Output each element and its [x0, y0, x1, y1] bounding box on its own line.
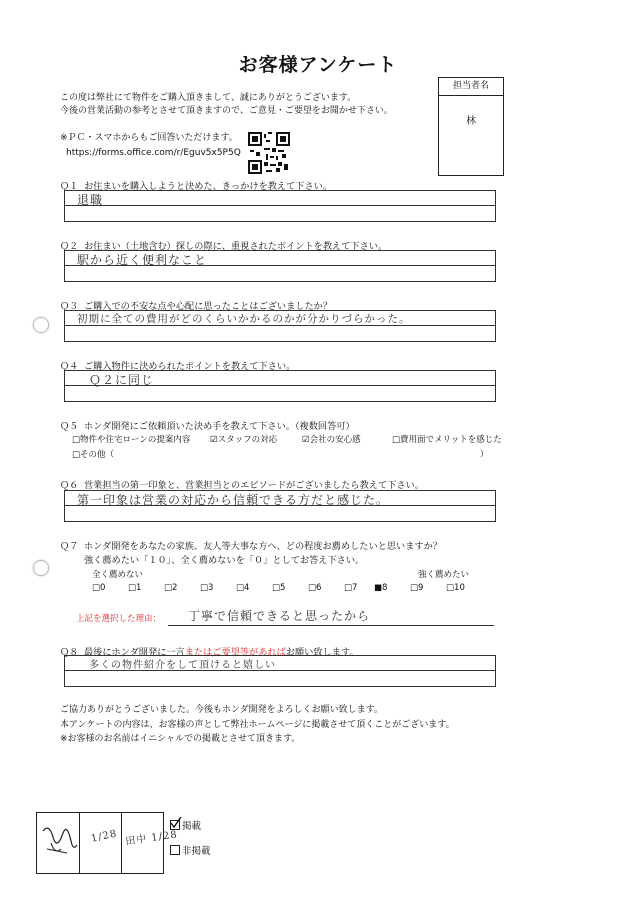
q7-label: [60, 538, 442, 552]
q7-reason-field[interactable]: [168, 609, 494, 626]
survey-url[interactable]: https://forms.office.com/r/Eguv5x5P5Q: [66, 148, 241, 158]
q5-option-proposal[interactable]: □物件や住宅ローンの提案内容: [72, 435, 191, 445]
q2-number: Ｑ２: [60, 241, 79, 252]
footer-line-1: ご協力ありがとうございました。今後もホンダ開発をよろしくお願い致します。: [60, 705, 383, 715]
q1-answer: 退職: [77, 193, 104, 207]
stamp-2-text: 1/28: [90, 828, 119, 845]
q7-scale-7[interactable]: □7: [344, 583, 358, 593]
q8-text-before: 最後にホンダ開発に一言: [84, 647, 185, 658]
stamp-cell-3: [121, 813, 179, 873]
q7-scale-8[interactable]: ■8: [374, 583, 388, 593]
q1-text: お住まいを購入しようと決めた、きっかけを教えて下さい。: [84, 181, 333, 192]
q3-text: ご購入での不安な点や心配に思ったことはございましたか？: [84, 301, 333, 312]
punch-hole-top: [33, 317, 49, 333]
q5-other-close: ）: [480, 450, 489, 460]
q4-answer: Ｑ２に同じ: [89, 373, 155, 387]
intro-line-2: 今後の営業活動の参考とさせて頂きますので、ご意見・ご要望をお聞かせ下さい。: [60, 106, 393, 116]
q3-answer-box[interactable]: [64, 310, 496, 342]
q7-reason-label: 上記を選択した理由：: [76, 614, 162, 624]
q7-number: Ｑ７: [60, 541, 79, 552]
publish-checked-label: 掲載: [182, 821, 202, 832]
q3-number: Ｑ３: [60, 301, 79, 312]
q8-answer: 多くの物件紹介をして頂けると嬉しい: [89, 660, 276, 671]
q8-text-after: お願い致します。: [285, 647, 359, 658]
q5-option-company[interactable]: ☑会社の安心感: [302, 435, 361, 445]
staff-name: 林: [466, 116, 476, 127]
q7-high-label: 強く薦めたい: [418, 570, 470, 580]
q2-text: お住まい（土地含む）探しの際に、重視されたポイントを教えて下さい。: [84, 241, 388, 252]
q2-answer-box[interactable]: [64, 250, 496, 282]
publish-unchecked-option[interactable]: [170, 843, 211, 857]
page-title: お客様アンケート: [238, 54, 398, 76]
intro-line-3: ※ＰＣ・スマホからもご回答いただけます。: [60, 133, 238, 143]
intro-line-1: この度は弊社にて物件をご購入頂きまして、誠にありがとうございます。: [60, 93, 357, 103]
q7-subtext: 強く薦めたい「１０」、全く薦めないを「０」としてお答え下さい。: [84, 555, 365, 566]
qr-code-icon[interactable]: [248, 132, 290, 174]
q4-number: Ｑ４: [60, 361, 79, 372]
stamp-cell-2: [79, 813, 122, 873]
q7-reason: 丁寧で信頼できると思ったから: [188, 609, 371, 623]
staff-box: [438, 77, 504, 176]
q2-answer: 駅から近く便利なこと: [77, 253, 208, 267]
q4-text: ご購入物件に決められたポイントを教えて下さい。: [84, 361, 296, 372]
footer-line-3: ※お客様のお名前はイニシャルでの掲載とさせて頂きます。: [60, 734, 301, 744]
publish-checked-option[interactable]: [170, 818, 201, 832]
q8-answer-box[interactable]: [64, 655, 496, 687]
q5-label: [60, 418, 355, 432]
q7-scale-1[interactable]: □1: [128, 583, 142, 593]
q5-option-staff[interactable]: ☑スタッフの対応: [210, 435, 278, 445]
q7-text: ホンダ開発をあなたの家族、友人等大事な方へ、どの程度お薦めしたいと思いますか？: [84, 541, 442, 552]
q6-label: [60, 477, 424, 491]
q6-answer: 第一印象は営業の対応から信頼できる方だと感じた。: [77, 493, 390, 507]
q7-low-label: 全く薦めない: [92, 570, 144, 580]
q5-number: Ｑ５: [60, 421, 79, 432]
checkbox-empty-icon: [170, 845, 180, 855]
stamp-3-text: 田中 1/28: [124, 829, 179, 848]
publish-unchecked-label: 非掲載: [182, 846, 211, 857]
staff-header: 担当者名: [439, 78, 503, 96]
q8-number: Ｑ８: [60, 647, 79, 658]
q7-scale-5[interactable]: □5: [272, 583, 286, 593]
punch-hole-bottom: [33, 560, 49, 576]
q7-scale-0[interactable]: □0: [92, 583, 106, 593]
q1-answer-box[interactable]: [64, 190, 496, 222]
q4-answer-box[interactable]: [64, 370, 496, 402]
q1-number: Ｑ１: [60, 181, 79, 192]
q6-answer-box[interactable]: [64, 490, 496, 522]
q6-text: 営業担当の第一印象と、営業担当とのエピソードがございましたら教えて下さい。: [84, 480, 424, 491]
approval-stamp-box: [36, 812, 179, 874]
q7-scale-4[interactable]: □4: [236, 583, 250, 593]
q7-scale-9[interactable]: □9: [410, 583, 424, 593]
footer-line-2: 本アンケートの内容は、お客様の声として弊社ホームページに掲載させて頂くことがございます。: [60, 720, 455, 730]
q8-text-red: またはご要望等があれば: [184, 647, 286, 658]
stamp-cell-1: [37, 813, 80, 873]
q7-scale-3[interactable]: □3: [200, 583, 214, 593]
q5-option-other[interactable]: □その他（: [72, 450, 115, 460]
q5-option-cost[interactable]: □費用面でメリットを感じた: [392, 435, 502, 445]
q7-scale-10[interactable]: □10: [446, 583, 465, 593]
q7-scale-6[interactable]: □6: [308, 583, 322, 593]
q3-answer: 初期に全ての費用がどのくらいかかるのかが分かりづらかった。: [77, 313, 411, 325]
q7-scale-2[interactable]: □2: [164, 583, 178, 593]
q5-text: ホンダ開発にご依頼頂いた決め手を教えて下さい。（複数回答可）: [84, 421, 355, 432]
signature-icon: [37, 813, 79, 873]
checkbox-checked-icon: [170, 820, 180, 830]
q6-number: Ｑ６: [60, 480, 79, 491]
